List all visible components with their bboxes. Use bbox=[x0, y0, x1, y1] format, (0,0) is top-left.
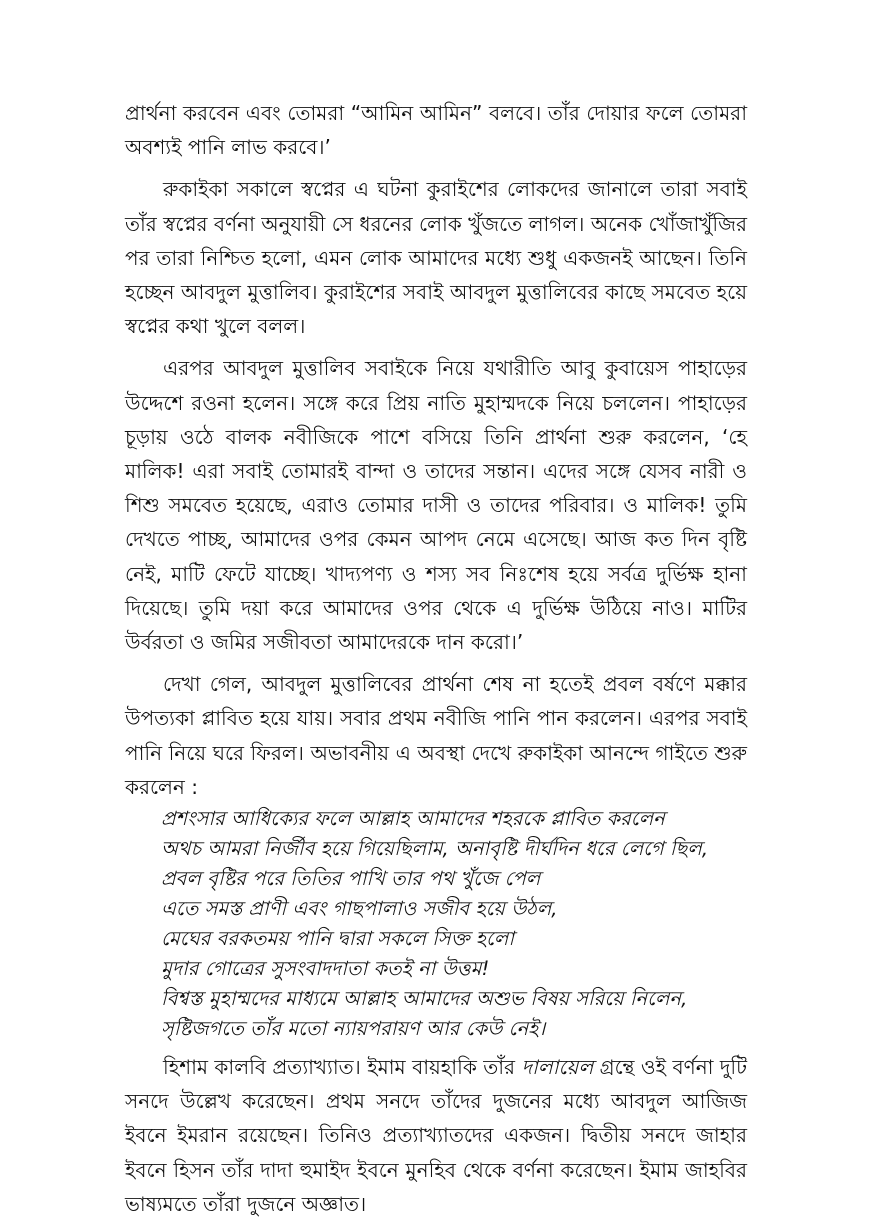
paragraph-3: এরপর আবদুল মুত্তালিব সবাইকে নিয়ে যথারীতি আবু কুবায়েস পাহাড়ের উদ্দেশে রওনা হলেন। সঙ্গে করে প্রিয় নাতি মুহাম্মদকে নিয়ে চললেন। পাহাড়ের চূড়ায় ওঠে বালক নবীজিকে পাশে বসিয়ে তিনি প্রার্থনা শুরু করলেন, ‘হে মালিক! এরা সবাই তোমারই বান্দা ও তাদের সন্তান। এদের সঙ্গে যেসব নারী ও শিশু সমবেত হয়েছে, এরাও তোমার দাসী ও তাদের পরিবার। ও মালিক! তুমি দেখতে পাচ্ছ, আমাদের ওপর কেমন আপদ নেমে এসেছে। আজ কত দিন বৃষ্টি নেই, মাটি ফেটে যাচ্ছে। খাদ্যপণ্য ও শস্য সব নিঃশেষ হয়ে সর্বত্র দুর্ভিক্ষ হানা দিয়েছে। তুমি দয়া করে আমাদের ওপর থেকে এ দুর্ভিক্ষ উঠিয়ে নাও। মাটির উর্বরতা ও জমির সজীবতা আমাদেরকে দান করো।’ bbox=[125, 356, 747, 655]
poem-line: সৃষ্টিজগতে তাঁর মতো ন্যায়পরায়ণ আর কেউ নেই। bbox=[161, 1017, 546, 1041]
book-title-dalayel: দালায়েল bbox=[521, 1055, 594, 1080]
poem-line: এতে সমস্ত প্রাণী এবং গাছপালাও সজীব হয়ে উঠল, bbox=[161, 897, 558, 921]
poem bbox=[125, 804, 747, 1044]
paragraph-2: রুকাইকা সকালে স্বপ্নের এ ঘটনা কুরাইশের লোকদের জানালে তারা সবাই তাঁর স্বপ্নের বর্ণনা অনুযায়ী সে ধরনের লোক খুঁজতে লাগল। অনেক খোঁজাখুঁজির পর তারা নিশ্চিত হলো, এমন লোক আমাদের মধ্যে শুধু একজনই আছেন। তিনি হচ্ছেন আবদুল মুত্তালিব। কুরাইশের সবাই আবদুল মুত্তালিবের কাছে সমবেত হয়ে স্বপ্নের কথা খুলে বলল। bbox=[125, 177, 747, 339]
paragraph-5-text-start: হিশাম কালবি প্রত্যাখ্যাত। ইমাম বায়হাকি তাঁর bbox=[163, 1055, 522, 1080]
poem-line: অথচ আমরা নির্জীব হয়ে গিয়েছিলাম, অনাবৃষ্টি দীর্ঘদিন ধরে লেগে ছিল, bbox=[161, 837, 709, 861]
paragraph-5 bbox=[125, 1050, 747, 1221]
poem-line: মেঘের বরকতময় পানি দ্বারা সকলে সিক্ত হলো bbox=[161, 927, 514, 951]
poem-line: মুদার গোত্রের সুসংবাদদাতা কতই না উত্তম! bbox=[161, 957, 490, 981]
paragraph-1: প্রার্থনা করবেন এবং তোমরা “আমিন আমিন” বলবে। তাঁর দোয়ার ফলে তোমরা অবশ্যই পানি লাভ করবে।’ bbox=[125, 101, 747, 160]
poem-line: প্রবল বৃষ্টির পরে তিতির পাখি তার পথ খুঁজে পেল bbox=[161, 867, 541, 891]
paragraph-4: দেখা গেল, আবদুল মুত্তালিবের প্রার্থনা শেষ না হতেই প্রবল বর্ষণে মক্কার উপত্যকা প্লাবিত হয়ে যায়। সবার প্রথম নবীজি পানি পান করলেন। এরপর সবাই পানি নিয়ে ঘরে ফিরল। অভাবনীয় এ অবস্থা দেখে রুকাইকা আনন্দে গাইতে শুরু করলেন : bbox=[125, 672, 747, 799]
poem-line: প্রশংসার আধিক্যের ফলে আল্লাহ আমাদের শহরকে প্লাবিত করলেন bbox=[161, 807, 665, 831]
paragraph-5-text-end: গ্রন্থে ওই বর্ণনা দুটি সনদে উল্লেখ করেছেন। প্রথম সনদে তাঁদের দুজনের মধ্যে আবদুল আজিজ ইবনে ইমরান রয়েছেন। তিনিও প্রত্যাখ্যাতদের একজন। দ্বিতীয় সনদে জাহার ইবনে হিসন তাঁর দাদা হুমাইদ ইবনে মুনহিব থেকে বর্ণনা করেছেন। ইমাম জাহবির ভাষ্যমতে তাঁরা দুজনে অজ্ঞাত। bbox=[125, 1055, 748, 1216]
book-page bbox=[125, 96, 747, 1221]
poem-line: বিশ্বস্ত মুহাম্মদের মাধ্যমে আল্লাহ আমাদের অশুভ বিষয় সরিয়ে নিলেন, bbox=[161, 987, 688, 1011]
